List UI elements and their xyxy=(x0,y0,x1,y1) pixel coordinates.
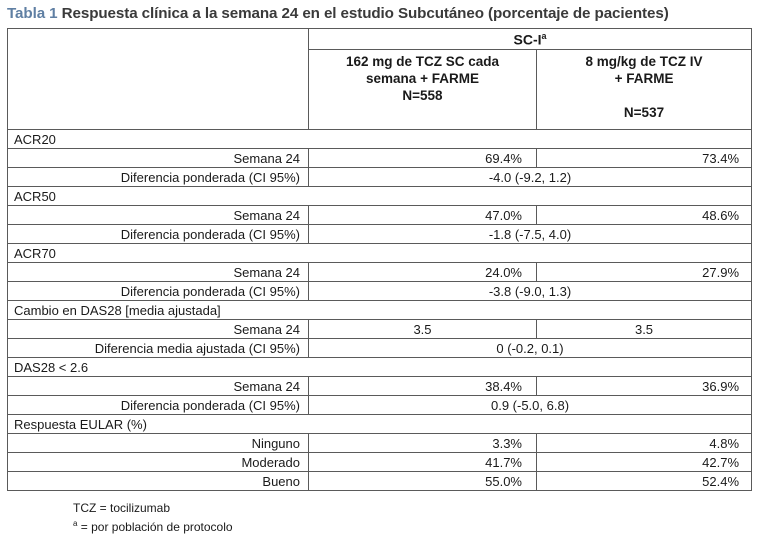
clinical-response-table xyxy=(7,28,752,491)
header-blank-cell xyxy=(8,29,309,130)
header-col-sc xyxy=(309,50,537,130)
footnote-tcz: TCZ = tocilizumab xyxy=(73,501,171,515)
row-label: Moderado xyxy=(8,453,309,472)
table-row xyxy=(8,453,752,472)
header-col-iv xyxy=(537,50,752,130)
row-label: Semana 24 xyxy=(8,206,309,225)
row-label: Diferencia ponderada (CI 95%) xyxy=(8,396,309,415)
table-row xyxy=(8,263,752,282)
table-row xyxy=(8,396,752,415)
value-sc: 47.0% xyxy=(309,206,537,225)
row-label: Semana 24 xyxy=(8,377,309,396)
section-label: ACR70 xyxy=(8,244,752,263)
value-iv: 52.4% xyxy=(537,472,752,491)
row-label: Bueno xyxy=(8,472,309,491)
value-iv: 4.8% xyxy=(537,434,752,453)
footnotes xyxy=(73,500,233,535)
table-row xyxy=(8,472,752,491)
table-row xyxy=(8,149,752,168)
header-col-iv-line1: 8 mg/kg de TCZ IV xyxy=(585,54,703,69)
table-row xyxy=(8,320,752,339)
row-label: Ninguno xyxy=(8,434,309,453)
value-sc: 24.0% xyxy=(309,263,537,282)
header-group-footnote-mark: a xyxy=(541,30,547,41)
value-sc: 69.4% xyxy=(309,149,537,168)
value-sc: 41.7% xyxy=(309,453,537,472)
section-row-das28-remission xyxy=(8,358,752,377)
table-row xyxy=(8,206,752,225)
row-label: Semana 24 xyxy=(8,149,309,168)
difference-value: -3.8 (-9.0, 1.3) xyxy=(309,282,752,301)
value-iv: 73.4% xyxy=(537,149,752,168)
header-col-iv-line2: + FARME xyxy=(614,71,674,86)
table-row xyxy=(8,225,752,244)
table-row xyxy=(8,168,752,187)
row-label: Semana 24 xyxy=(8,320,309,339)
value-iv: 48.6% xyxy=(537,206,752,225)
row-label: Diferencia ponderada (CI 95%) xyxy=(8,282,309,301)
section-label: ACR50 xyxy=(8,187,752,206)
value-iv: 42.7% xyxy=(537,453,752,472)
difference-value: 0.9 (-5.0, 6.8) xyxy=(309,396,752,415)
section-row-eular xyxy=(8,415,752,434)
header-col-sc-line2: semana + FARME xyxy=(366,71,479,86)
value-sc: 3.3% xyxy=(309,434,537,453)
row-label: Diferencia media ajustada (CI 95%) xyxy=(8,339,309,358)
footnote-a-text: = por población de protocolo xyxy=(77,520,233,534)
header-col-iv-n: N=537 xyxy=(623,105,665,120)
value-sc: 38.4% xyxy=(309,377,537,396)
table-caption: Respuesta clínica a la semana 24 en el estudio Subcutáneo (porcentaje de pacientes) xyxy=(61,5,669,22)
section-row-das28 xyxy=(8,301,752,320)
header-col-sc-line1: 162 mg de TCZ SC cada xyxy=(345,54,500,69)
section-label: Respuesta EULAR (%) xyxy=(8,415,752,434)
row-label: Diferencia ponderada (CI 95%) xyxy=(8,168,309,187)
row-label: Diferencia ponderada (CI 95%) xyxy=(8,225,309,244)
header-col-sc-n: N=558 xyxy=(402,88,443,103)
difference-value: -4.0 (-9.2, 1.2) xyxy=(309,168,752,187)
table-row xyxy=(8,434,752,453)
section-row-acr50 xyxy=(8,187,752,206)
table-row xyxy=(8,377,752,396)
table-row xyxy=(8,339,752,358)
header-group-label: SC-I xyxy=(513,31,542,48)
footnote-a-mark: a xyxy=(73,519,78,528)
value-iv: 36.9% xyxy=(537,377,752,396)
section-label: DAS28 < 2.6 xyxy=(8,358,752,377)
value-sc: 55.0% xyxy=(309,472,537,491)
table-row xyxy=(8,282,752,301)
value-iv: 3.5 xyxy=(537,320,752,339)
difference-value: 0 (-0.2, 0.1) xyxy=(309,339,752,358)
table-number: Tabla 1 xyxy=(7,5,58,22)
section-label: ACR20 xyxy=(8,130,752,149)
table-title xyxy=(7,5,752,22)
difference-value: -1.8 (-7.5, 4.0) xyxy=(309,225,752,244)
row-label: Semana 24 xyxy=(8,263,309,282)
section-row-acr20 xyxy=(8,130,752,149)
section-label: Cambio en DAS28 [media ajustada] xyxy=(8,301,752,320)
section-row-acr70 xyxy=(8,244,752,263)
value-sc: 3.5 xyxy=(309,320,537,339)
value-iv: 27.9% xyxy=(537,263,752,282)
header-group-row xyxy=(8,29,752,50)
header-group-cell xyxy=(309,29,752,50)
footnote-a xyxy=(73,516,233,535)
